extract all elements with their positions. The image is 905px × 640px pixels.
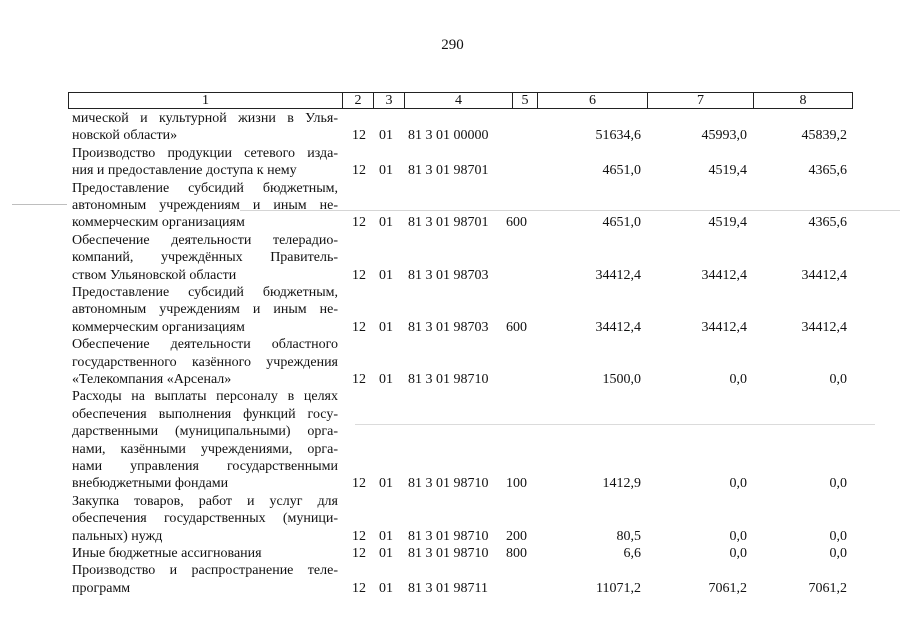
description-line: пальных) нужд (72, 528, 163, 544)
table-row (0, 180, 905, 232)
description-line: государственного казённого учреждения (72, 354, 338, 370)
cell-c7: 34412,4 (701, 319, 747, 335)
table-row (0, 493, 905, 545)
cell-c4: 81 3 01 98710 (408, 476, 489, 492)
cell-c8: 34412,4 (801, 267, 847, 283)
table-row (0, 110, 905, 145)
cell-c7: 0,0 (729, 371, 747, 387)
description-line: дарственными (муниципальными) орга- (72, 424, 338, 440)
cell-c8: 4365,6 (808, 215, 847, 231)
cell-c6: 34412,4 (595, 319, 641, 335)
cell-c7: 7061,2 (708, 580, 747, 596)
cell-c3: 01 (379, 163, 393, 179)
cell-c4: 81 3 01 98703 (408, 267, 489, 283)
header-col-4: 4 (405, 93, 513, 108)
cell-c2: 12 (352, 476, 366, 492)
cell-c6: 4651,0 (602, 163, 641, 179)
table-row (0, 145, 905, 180)
description-line: коммерческим организациям (72, 215, 245, 231)
description-line: Обеспечение деятельности областного (72, 337, 338, 353)
cell-c3: 01 (379, 371, 393, 387)
cell-c4: 81 3 01 98703 (408, 319, 489, 335)
cell-c2: 12 (352, 371, 366, 387)
cell-c3: 01 (379, 128, 393, 144)
cell-c2: 12 (352, 267, 366, 283)
header-col-2: 2 (343, 93, 374, 108)
cell-c8: 45839,2 (801, 128, 847, 144)
description-line: Производство и распространение теле- (72, 563, 338, 579)
cell-c7: 0,0 (729, 546, 747, 561)
cell-c4: 81 3 01 98701 (408, 215, 489, 231)
description-line: коммерческим организациям (72, 319, 245, 335)
description-line: обеспечения государственных (муници- (72, 511, 338, 527)
cell-c4: 81 3 01 00000 (408, 128, 489, 144)
cell-c7: 0,0 (729, 528, 747, 544)
row-description (72, 110, 338, 145)
header-col-5: 5 (513, 93, 538, 108)
header-col-1: 1 (69, 93, 343, 108)
row-description (72, 145, 338, 180)
cell-c7: 34412,4 (701, 267, 747, 283)
cell-c8: 34412,4 (801, 319, 847, 335)
cell-c3: 01 (379, 476, 393, 492)
description-line: новской области» (72, 128, 178, 144)
header-col-7: 7 (648, 93, 754, 108)
scan-artifact (12, 204, 67, 205)
cell-c6: 4651,0 (602, 215, 641, 231)
cell-c4: 81 3 01 98701 (408, 163, 489, 179)
cell-c7: 4519,4 (708, 215, 747, 231)
description-line: Обеспечение деятельности телерадио- (72, 232, 338, 248)
cell-c8: 0,0 (829, 476, 847, 492)
description-line: нами, казёнными учреждениями, орга- (72, 441, 338, 457)
cell-c7: 0,0 (729, 476, 747, 492)
header-col-8: 8 (799, 93, 807, 108)
cell-c8: 4365,6 (808, 163, 847, 179)
cell-c6: 6,6 (623, 546, 641, 561)
cell-c6: 34412,4 (595, 267, 641, 283)
cell-c2: 12 (352, 163, 366, 179)
row-description (72, 336, 338, 388)
description-line: обеспечения выполнения функций госу- (72, 406, 338, 422)
cell-c7: 45993,0 (701, 128, 747, 144)
cell-c2: 12 (352, 319, 366, 335)
cell-c2: 12 (352, 546, 366, 561)
cell-c6: 51634,6 (595, 128, 641, 144)
description-line: нами управления государственными (72, 458, 338, 474)
cell-c3: 01 (379, 267, 393, 283)
description-line: компаний, учреждённых Правитель- (72, 250, 338, 266)
cell-c8: 0,0 (829, 546, 847, 561)
table-row (0, 336, 905, 388)
table-row (0, 232, 905, 284)
cell-c2: 12 (352, 128, 366, 144)
row-description (72, 232, 338, 284)
header-col-3: 3 (374, 93, 405, 108)
cell-c3: 01 (379, 546, 393, 561)
description-line: внебюджетными фондами (72, 476, 229, 492)
cell-c6: 1412,9 (602, 476, 641, 492)
cell-c7: 4519,4 (708, 163, 747, 179)
row-description (72, 284, 338, 336)
row-description (72, 562, 338, 597)
cell-c3: 01 (379, 319, 393, 335)
cell-c6: 1500,0 (602, 371, 641, 387)
description-line: «Телекомпания «Арсенал» (72, 371, 232, 387)
table-header (68, 92, 853, 109)
cell-c5: 600 (506, 319, 527, 335)
cell-c2: 12 (352, 580, 366, 596)
description-line: Иные бюджетные ассигнования (72, 546, 262, 561)
cell-c5: 600 (506, 215, 527, 231)
description-line: программ (72, 580, 131, 596)
header-col-6: 6 (538, 93, 648, 108)
description-line: ством Ульяновской области (72, 267, 237, 283)
table-row (0, 562, 905, 597)
cell-c5: 100 (506, 476, 527, 492)
page-number: 290 (441, 37, 464, 53)
cell-c4: 81 3 01 98710 (408, 528, 489, 544)
description-line: автономным учреждениям и иным не- (72, 197, 338, 213)
cell-c8: 7061,2 (808, 580, 847, 596)
description-line: Предоставление субсидий бюджетным, (72, 180, 338, 196)
table-row (0, 284, 905, 336)
cell-c6: 11071,2 (596, 580, 641, 596)
table-row (0, 545, 905, 562)
cell-c5: 800 (506, 546, 527, 561)
table-row (0, 388, 905, 492)
cell-c4: 81 3 01 98710 (408, 546, 489, 561)
row-description (72, 388, 338, 492)
scan-artifact (355, 424, 875, 425)
cell-c3: 01 (379, 528, 393, 544)
row-description (72, 545, 338, 562)
description-line: Предоставление субсидий бюджетным, (72, 285, 338, 300)
cell-c5: 200 (506, 528, 527, 544)
description-line: ния и предоставление доступа к нему (72, 163, 297, 179)
cell-c2: 12 (352, 215, 366, 231)
description-line: Расходы на выплаты персоналу в целях (72, 389, 338, 405)
row-description (72, 493, 338, 545)
cell-c8: 0,0 (829, 528, 847, 544)
description-line: мической и культурной жизни в Улья- (72, 111, 338, 126)
row-description (72, 180, 338, 232)
cell-c3: 01 (379, 215, 393, 231)
description-line: Закупка товаров, работ и услуг для (72, 493, 338, 509)
description-line: автономным учреждениям и иным не- (72, 302, 338, 318)
cell-c8: 0,0 (829, 371, 847, 387)
cell-c6: 80,5 (616, 528, 641, 544)
cell-c3: 01 (379, 580, 393, 596)
cell-c4: 81 3 01 98710 (408, 371, 489, 387)
scan-artifact (240, 210, 900, 211)
cell-c4: 81 3 01 98711 (408, 580, 488, 596)
description-line: Производство продукции сетевого изда- (72, 145, 338, 161)
cell-c2: 12 (352, 528, 366, 544)
